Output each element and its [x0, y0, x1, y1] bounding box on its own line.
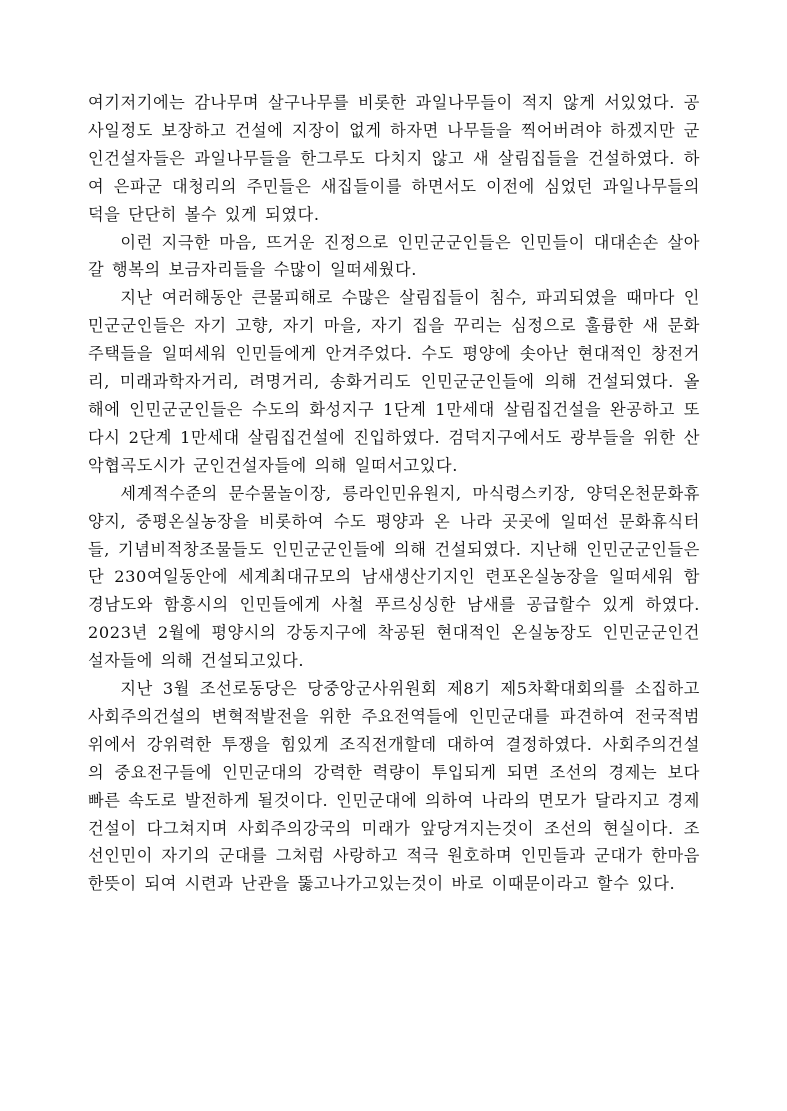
- article-body: [88, 89, 700, 898]
- paragraph-5: 지난 3월 조선로동당은 당중앙군사위원회 제8기 제5차확대회의를 소집하고 사회주의건설의 변혁적발전을 위한 주요전역들에 인민군대를 파견하여 전국적범위에서 강위력한 투쟁을 힘있게 조직전개할데 대하여 결정하였다. 사회주의건설의 중요전구들에 인민군대의 강력한 력량이 투입되게 되면 조선의 경제는 보다 빠른 속도로 발전하게 될것이다. 인민군대에 의하여 나라의 면모가 달라지고 경제건설이 다그쳐지며 사회주의강국의 미래가 앞당겨지는것이 조선의 현실이다. 조선인민이 자기의 군대를 그처럼 사랑하고 적극 원호하며 인민들과 군대가 한마음한뜻이 되여 시련과 난관을 뚫고나가고있는것이 바로 이때문이라고 할수 있다.: [88, 679, 700, 894]
- paragraph-1: 여기저기에는 감나무며 살구나무를 비롯한 과일나무들이 적지 않게 서있었다. 공사일정도 보장하고 건설에 지장이 없게 하자면 나무들을 찍어버려야 하겠지만 군인건설자들은 과일나무들을 한그루도 다치지 않고 새 살림집들을 건설하였다. 하여 은파군 대청리의 주민들은 새집들이를 하면서도 이전에 심었던 과일나무들의 덕을 단단히 볼수 있게 되였다.: [88, 93, 700, 224]
- paragraph-4: 세계적수준의 문수물놀이장, 릉라인민유원지, 마식령스키장, 양덕온천문화휴양지, 중평온실농장을 비롯하여 수도 평양과 온 나라 곳곳에 일떠선 문화휴식터들, 기념비적창조물들도 인민군군인들에 의해 건설되였다. 지난해 인민군군인들은 단 230여일동안에 세계최대규모의 남새생산기지인 련포온실농장을 일떠세워 함경남도와 함흥시의 인민들에게 사철 푸르싱싱한 남새를 공급할수 있게 하였다. 2023년 2월에 평양시의 강동지구에 착공된 현대적인 온실농장도 인민군군인건설자들에 의해 건설되고있다.: [88, 483, 700, 671]
- paragraph-3: 지난 여러해동안 큰물피해로 수많은 살림집들이 침수, 파괴되였을 때마다 인민군군인들은 자기 고향, 자기 마을, 자기 집을 꾸리는 심정으로 훌륭한 새 문화주택들을 일떠세워 인민들에게 안겨주었다. 수도 평양에 솟아난 현대적인 창전거리, 미래과학자거리, 려명거리, 송화거리도 인민군군인들에 의해 건설되였다. 올해에 인민군군인들은 수도의 화성지구 1단계 1만세대 살림집건설을 완공하고 또다시 2단계 1만세대 살림집건설에 진입하였다. 검덕지구에서도 광부들을 위한 산악협곡도시가 군인건설자들에 의해 일떠서고있다.: [88, 288, 700, 475]
- paragraph-2: 이런 지극한 마음, 뜨거운 진정으로 인민군군인들은 인민들이 대대손손 살아갈 행복의 보금자리들을 수많이 일떠세웠다.: [88, 232, 700, 280]
